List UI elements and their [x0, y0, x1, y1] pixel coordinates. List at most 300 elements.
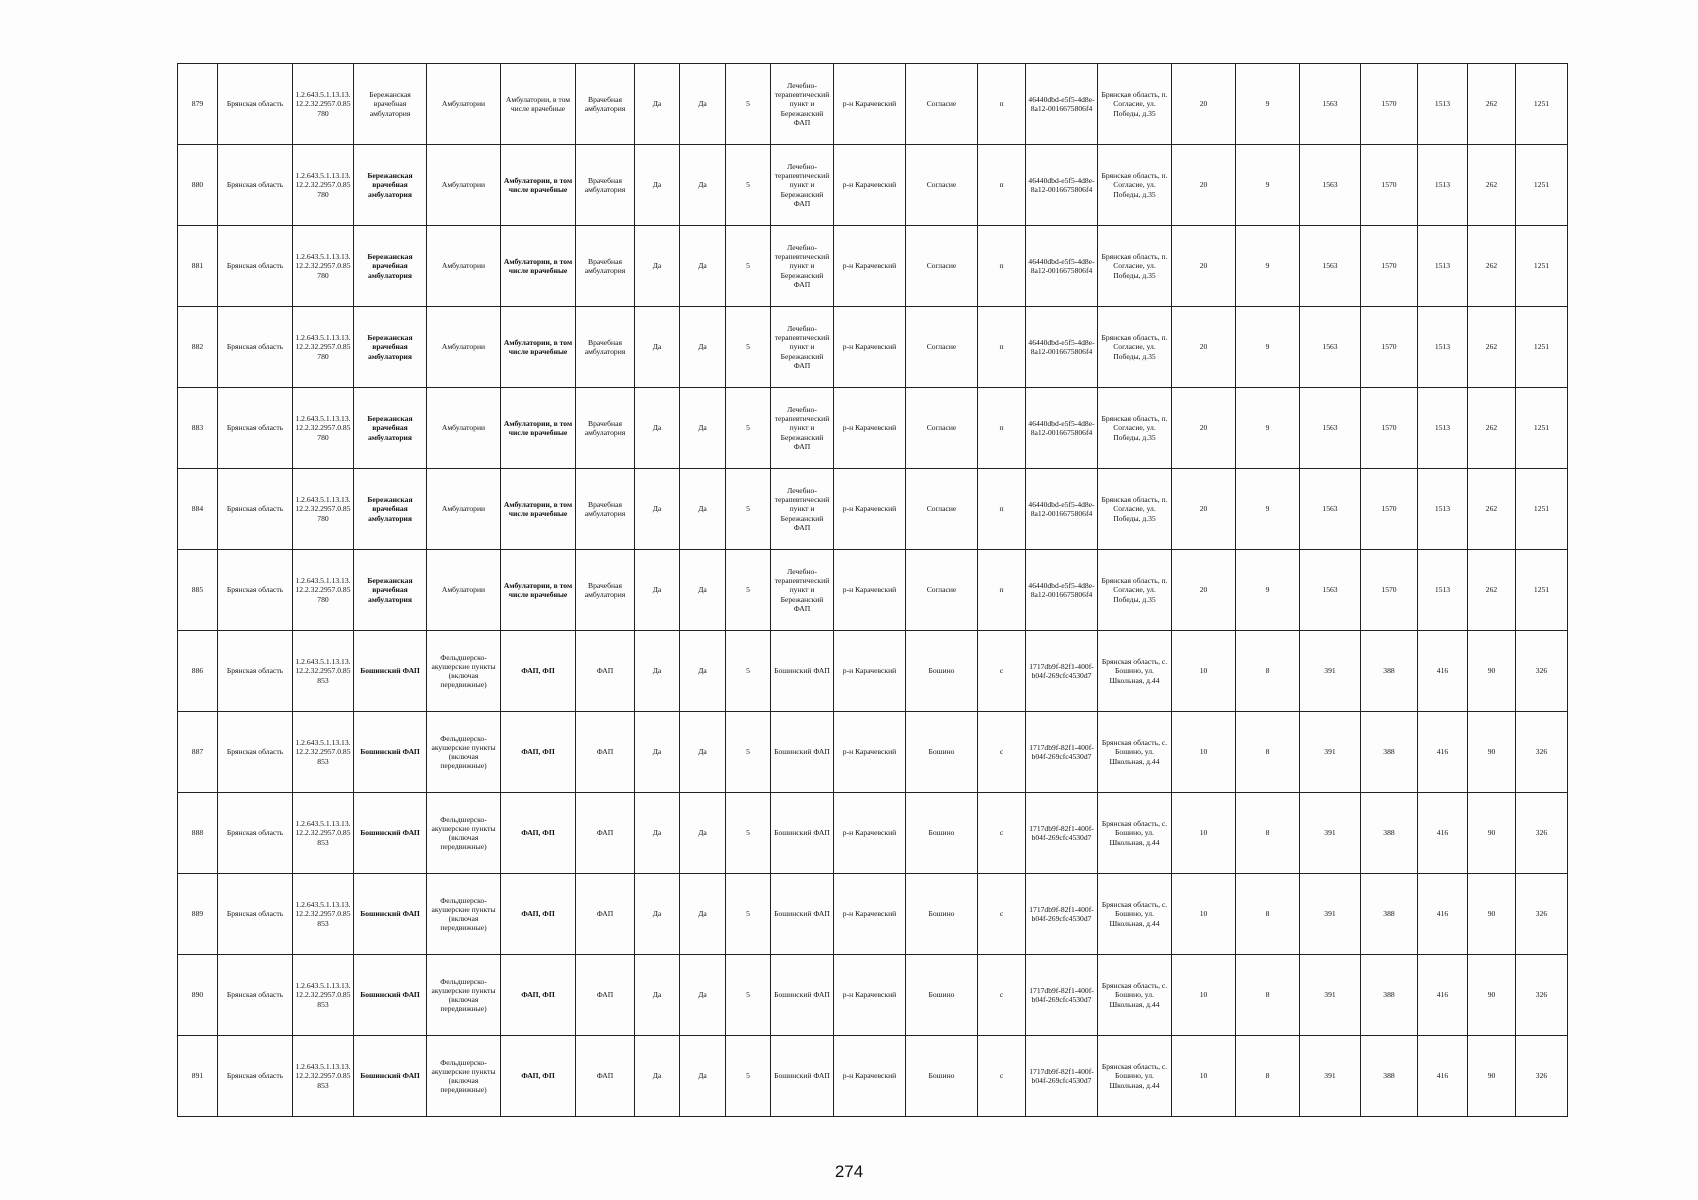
- cell-value-7: 326: [1516, 955, 1568, 1036]
- cell-settlement-type: п: [978, 64, 1026, 145]
- cell-district: р-н Карачевский: [834, 307, 906, 388]
- cell-region: Брянская область: [218, 307, 293, 388]
- table-row: [178, 388, 1568, 469]
- cell-facility-subtype: ФАП, ФП: [501, 793, 576, 874]
- cell-region: Брянская область: [218, 631, 293, 712]
- cell-row-number: 884: [178, 469, 218, 550]
- cell-value-7: 1251: [1516, 388, 1568, 469]
- cell-flag-1: Да: [635, 1036, 680, 1117]
- cell-flag-2: Да: [680, 874, 726, 955]
- cell-value-2: 9: [1236, 550, 1300, 631]
- cell-division: Лечебно-терапевтический пункт и Бережанский ФАП: [771, 64, 834, 145]
- cell-row-number: 886: [178, 631, 218, 712]
- cell-row-number: 890: [178, 955, 218, 1036]
- cell-division: Лечебно-терапевтический пункт и Бережанский ФАП: [771, 469, 834, 550]
- cell-value-7: 326: [1516, 712, 1568, 793]
- cell-value-1: 10: [1172, 874, 1236, 955]
- cell-region: Брянская область: [218, 145, 293, 226]
- cell-address: Брянская область, с. Бошино, ул. Школьная, д.44: [1098, 712, 1172, 793]
- cell-address: Брянская область, с. Бошино, ул. Школьная, д.44: [1098, 631, 1172, 712]
- cell-district: р-н Карачевский: [834, 1036, 906, 1117]
- cell-value-7: 326: [1516, 874, 1568, 955]
- cell-region: Брянская область: [218, 874, 293, 955]
- cell-settlement: Бошино: [906, 955, 978, 1036]
- cell-organization-name: Бережанская врачебная амбулатория: [354, 388, 427, 469]
- cell-fias-guid: 46440dbd-e5f5-4d8e-8a12-0016675806f4: [1026, 469, 1098, 550]
- cell-value-6: 262: [1468, 226, 1516, 307]
- cell-value-2: 8: [1236, 955, 1300, 1036]
- cell-oid: 1.2.643.5.1.13.13.12.2.32.2957.0.85853: [293, 1036, 354, 1117]
- cell-row-number: 882: [178, 307, 218, 388]
- cell-value-4: 1570: [1361, 145, 1418, 226]
- table-row: [178, 226, 1568, 307]
- cell-settlement-type: с: [978, 712, 1026, 793]
- cell-value-3: 1563: [1300, 145, 1361, 226]
- cell-division: Бошинский ФАП: [771, 955, 834, 1036]
- cell-value-6: 90: [1468, 631, 1516, 712]
- cell-flag-2: Да: [680, 388, 726, 469]
- cell-district: р-н Карачевский: [834, 631, 906, 712]
- cell-facility-subtype: Амбулатории, в том числе врачебные: [501, 145, 576, 226]
- cell-oid: 1.2.643.5.1.13.13.12.2.32.2957.0.85780: [293, 388, 354, 469]
- cell-settlement: Согласие: [906, 550, 978, 631]
- cell-value-6: 90: [1468, 955, 1516, 1036]
- cell-value-2: 8: [1236, 631, 1300, 712]
- cell-settlement: Согласие: [906, 64, 978, 145]
- cell-facility-kind: ФАП: [576, 955, 635, 1036]
- cell-facility-subtype: Амбулатории, в том числе врачебные: [501, 226, 576, 307]
- cell-organization-name: Бошинский ФАП: [354, 1036, 427, 1117]
- cell-division: Лечебно-терапевтический пункт и Бережанский ФАП: [771, 145, 834, 226]
- cell-flag-1: Да: [635, 145, 680, 226]
- cell-oid: 1.2.643.5.1.13.13.12.2.32.2957.0.85780: [293, 469, 354, 550]
- cell-division: Лечебно-терапевтический пункт и Бережанский ФАП: [771, 550, 834, 631]
- cell-value-2: 8: [1236, 874, 1300, 955]
- table-row: [178, 550, 1568, 631]
- cell-settlement-type: п: [978, 307, 1026, 388]
- cell-level: 5: [726, 388, 771, 469]
- cell-value-5: 1513: [1418, 226, 1468, 307]
- cell-settlement-type: п: [978, 145, 1026, 226]
- cell-value-1: 10: [1172, 712, 1236, 793]
- cell-value-3: 1563: [1300, 469, 1361, 550]
- cell-settlement-type: с: [978, 1036, 1026, 1117]
- cell-row-number: 885: [178, 550, 218, 631]
- cell-organization-name: Бережанская врачебная амбулатория: [354, 226, 427, 307]
- cell-facility-type: Амбулатории: [427, 226, 501, 307]
- cell-district: р-н Карачевский: [834, 793, 906, 874]
- cell-flag-2: Да: [680, 712, 726, 793]
- cell-value-5: 1513: [1418, 145, 1468, 226]
- cell-value-2: 9: [1236, 145, 1300, 226]
- cell-value-1: 10: [1172, 1036, 1236, 1117]
- cell-value-3: 1563: [1300, 307, 1361, 388]
- cell-level: 5: [726, 64, 771, 145]
- cell-value-1: 10: [1172, 793, 1236, 874]
- cell-flag-1: Да: [635, 793, 680, 874]
- cell-value-4: 388: [1361, 793, 1418, 874]
- cell-address: Брянская область, п. Согласие, ул. Победы, д.35: [1098, 388, 1172, 469]
- cell-district: р-н Карачевский: [834, 712, 906, 793]
- cell-oid: 1.2.643.5.1.13.13.12.2.32.2957.0.85780: [293, 307, 354, 388]
- cell-facility-subtype: Амбулатории, в том числе врачебные: [501, 64, 576, 145]
- cell-region: Брянская область: [218, 793, 293, 874]
- cell-facility-type: Амбулатории: [427, 469, 501, 550]
- cell-flag-2: Да: [680, 145, 726, 226]
- cell-value-7: 1251: [1516, 469, 1568, 550]
- cell-address: Брянская область, с. Бошино, ул. Школьная, д.44: [1098, 793, 1172, 874]
- cell-value-2: 9: [1236, 469, 1300, 550]
- cell-facility-type: Фельдшерско-акушерские пункты (включая передвижные): [427, 631, 501, 712]
- cell-fias-guid: 1717db9f-82f1-400f-b04f-269cfc4530d7: [1026, 955, 1098, 1036]
- cell-value-5: 416: [1418, 1036, 1468, 1117]
- cell-settlement: Согласие: [906, 307, 978, 388]
- cell-facility-type: Амбулатории: [427, 64, 501, 145]
- cell-value-3: 391: [1300, 793, 1361, 874]
- cell-settlement: Бошино: [906, 793, 978, 874]
- cell-flag-1: Да: [635, 226, 680, 307]
- cell-value-7: 326: [1516, 793, 1568, 874]
- table-row: [178, 145, 1568, 226]
- cell-settlement-type: п: [978, 388, 1026, 469]
- cell-flag-2: Да: [680, 64, 726, 145]
- cell-oid: 1.2.643.5.1.13.13.12.2.32.2957.0.85780: [293, 64, 354, 145]
- cell-facility-subtype: ФАП, ФП: [501, 874, 576, 955]
- cell-flag-1: Да: [635, 307, 680, 388]
- cell-level: 5: [726, 712, 771, 793]
- cell-fias-guid: 46440dbd-e5f5-4d8e-8a12-0016675806f4: [1026, 64, 1098, 145]
- cell-settlement-type: с: [978, 955, 1026, 1036]
- cell-value-3: 391: [1300, 955, 1361, 1036]
- cell-facility-subtype: ФАП, ФП: [501, 955, 576, 1036]
- cell-flag-2: Да: [680, 226, 726, 307]
- cell-value-4: 388: [1361, 1036, 1418, 1117]
- cell-address: Брянская область, п. Согласие, ул. Победы, д.35: [1098, 550, 1172, 631]
- cell-value-5: 416: [1418, 712, 1468, 793]
- cell-region: Брянская область: [218, 955, 293, 1036]
- cell-value-5: 1513: [1418, 64, 1468, 145]
- cell-fias-guid: 46440dbd-e5f5-4d8e-8a12-0016675806f4: [1026, 307, 1098, 388]
- cell-flag-2: Да: [680, 955, 726, 1036]
- cell-address: Брянская область, п. Согласие, ул. Победы, д.35: [1098, 307, 1172, 388]
- cell-organization-name: Бошинский ФАП: [354, 712, 427, 793]
- cell-value-6: 262: [1468, 469, 1516, 550]
- cell-row-number: 881: [178, 226, 218, 307]
- cell-value-1: 10: [1172, 955, 1236, 1036]
- cell-value-3: 1563: [1300, 64, 1361, 145]
- cell-row-number: 887: [178, 712, 218, 793]
- cell-value-3: 391: [1300, 631, 1361, 712]
- cell-value-6: 262: [1468, 145, 1516, 226]
- cell-region: Брянская область: [218, 550, 293, 631]
- cell-flag-2: Да: [680, 793, 726, 874]
- cell-value-5: 1513: [1418, 550, 1468, 631]
- cell-value-6: 262: [1468, 307, 1516, 388]
- cell-district: р-н Карачевский: [834, 145, 906, 226]
- cell-flag-1: Да: [635, 712, 680, 793]
- cell-settlement: Согласие: [906, 469, 978, 550]
- cell-address: Брянская область, п. Согласие, ул. Победы, д.35: [1098, 226, 1172, 307]
- cell-value-2: 9: [1236, 64, 1300, 145]
- cell-organization-name: Бережанская врачебная амбулатория: [354, 307, 427, 388]
- table-row: [178, 64, 1568, 145]
- cell-value-1: 20: [1172, 145, 1236, 226]
- cell-row-number: 880: [178, 145, 218, 226]
- cell-organization-name: Бережанская врачебная амбулатория: [354, 64, 427, 145]
- cell-value-6: 262: [1468, 388, 1516, 469]
- cell-settlement-type: п: [978, 226, 1026, 307]
- cell-division: Бошинский ФАП: [771, 793, 834, 874]
- cell-value-6: 90: [1468, 1036, 1516, 1117]
- cell-value-6: 262: [1468, 550, 1516, 631]
- cell-value-7: 1251: [1516, 307, 1568, 388]
- cell-district: р-н Карачевский: [834, 226, 906, 307]
- cell-facility-kind: Врачебная амбулатория: [576, 307, 635, 388]
- cell-value-2: 9: [1236, 226, 1300, 307]
- cell-oid: 1.2.643.5.1.13.13.12.2.32.2957.0.85780: [293, 550, 354, 631]
- cell-fias-guid: 46440dbd-e5f5-4d8e-8a12-0016675806f4: [1026, 388, 1098, 469]
- cell-district: р-н Карачевский: [834, 955, 906, 1036]
- cell-value-3: 1563: [1300, 226, 1361, 307]
- cell-value-2: 9: [1236, 388, 1300, 469]
- cell-row-number: 889: [178, 874, 218, 955]
- cell-value-4: 1570: [1361, 388, 1418, 469]
- cell-facility-kind: Врачебная амбулатория: [576, 64, 635, 145]
- cell-organization-name: Бошинский ФАП: [354, 631, 427, 712]
- cell-value-4: 1570: [1361, 550, 1418, 631]
- cell-address: Брянская область, с. Бошино, ул. Школьная, д.44: [1098, 1036, 1172, 1117]
- cell-flag-1: Да: [635, 550, 680, 631]
- cell-value-7: 1251: [1516, 64, 1568, 145]
- cell-oid: 1.2.643.5.1.13.13.12.2.32.2957.0.85853: [293, 793, 354, 874]
- cell-flag-2: Да: [680, 1036, 726, 1117]
- cell-value-5: 1513: [1418, 469, 1468, 550]
- cell-fias-guid: 46440dbd-e5f5-4d8e-8a12-0016675806f4: [1026, 226, 1098, 307]
- cell-value-5: 416: [1418, 874, 1468, 955]
- cell-value-4: 388: [1361, 712, 1418, 793]
- cell-settlement-type: п: [978, 469, 1026, 550]
- table-row: [178, 631, 1568, 712]
- cell-oid: 1.2.643.5.1.13.13.12.2.32.2957.0.85853: [293, 712, 354, 793]
- cell-division: Бошинский ФАП: [771, 712, 834, 793]
- cell-settlement: Бошино: [906, 631, 978, 712]
- cell-settlement-type: п: [978, 550, 1026, 631]
- cell-value-7: 326: [1516, 631, 1568, 712]
- table-row: [178, 1036, 1568, 1117]
- cell-flag-2: Да: [680, 631, 726, 712]
- cell-value-6: 90: [1468, 793, 1516, 874]
- cell-facility-kind: Врачебная амбулатория: [576, 388, 635, 469]
- cell-fias-guid: 1717db9f-82f1-400f-b04f-269cfc4530d7: [1026, 631, 1098, 712]
- cell-value-5: 1513: [1418, 307, 1468, 388]
- cell-facility-type: Амбулатории: [427, 550, 501, 631]
- cell-address: Брянская область, п. Согласие, ул. Победы, д.35: [1098, 64, 1172, 145]
- cell-level: 5: [726, 145, 771, 226]
- cell-facility-subtype: Амбулатории, в том числе врачебные: [501, 469, 576, 550]
- cell-facility-subtype: Амбулатории, в том числе врачебные: [501, 550, 576, 631]
- cell-flag-1: Да: [635, 469, 680, 550]
- cell-settlement: Бошино: [906, 1036, 978, 1117]
- cell-flag-1: Да: [635, 388, 680, 469]
- cell-value-5: 416: [1418, 955, 1468, 1036]
- cell-flag-1: Да: [635, 631, 680, 712]
- cell-value-3: 391: [1300, 874, 1361, 955]
- cell-facility-kind: Врачебная амбулатория: [576, 550, 635, 631]
- cell-address: Брянская область, с. Бошино, ул. Школьная, д.44: [1098, 874, 1172, 955]
- cell-level: 5: [726, 469, 771, 550]
- cell-value-5: 1513: [1418, 388, 1468, 469]
- cell-facility-kind: ФАП: [576, 793, 635, 874]
- cell-value-2: 8: [1236, 1036, 1300, 1117]
- facility-registry-table: [177, 63, 1568, 1117]
- cell-address: Брянская область, с. Бошино, ул. Школьная, д.44: [1098, 955, 1172, 1036]
- cell-facility-kind: Врачебная амбулатория: [576, 469, 635, 550]
- cell-facility-kind: ФАП: [576, 874, 635, 955]
- cell-region: Брянская область: [218, 226, 293, 307]
- cell-value-3: 391: [1300, 1036, 1361, 1117]
- cell-level: 5: [726, 631, 771, 712]
- page-number: 274: [834, 1162, 864, 1181]
- cell-oid: 1.2.643.5.1.13.13.12.2.32.2957.0.85853: [293, 631, 354, 712]
- cell-flag-2: Да: [680, 469, 726, 550]
- cell-oid: 1.2.643.5.1.13.13.12.2.32.2957.0.85853: [293, 874, 354, 955]
- cell-region: Брянская область: [218, 388, 293, 469]
- cell-facility-subtype: Амбулатории, в том числе врачебные: [501, 307, 576, 388]
- cell-settlement: Согласие: [906, 145, 978, 226]
- cell-row-number: 883: [178, 388, 218, 469]
- cell-level: 5: [726, 550, 771, 631]
- cell-flag-1: Да: [635, 874, 680, 955]
- cell-flag-2: Да: [680, 550, 726, 631]
- cell-division: Лечебно-терапевтический пункт и Бережанский ФАП: [771, 388, 834, 469]
- cell-fias-guid: 1717db9f-82f1-400f-b04f-269cfc4530d7: [1026, 1036, 1098, 1117]
- cell-facility-type: Фельдшерско-акушерские пункты (включая передвижные): [427, 712, 501, 793]
- cell-value-7: 326: [1516, 1036, 1568, 1117]
- cell-oid: 1.2.643.5.1.13.13.12.2.32.2957.0.85780: [293, 145, 354, 226]
- cell-organization-name: Бошинский ФАП: [354, 874, 427, 955]
- cell-value-2: 8: [1236, 712, 1300, 793]
- cell-value-3: 1563: [1300, 550, 1361, 631]
- cell-oid: 1.2.643.5.1.13.13.12.2.32.2957.0.85853: [293, 955, 354, 1036]
- cell-level: 5: [726, 955, 771, 1036]
- cell-value-4: 1570: [1361, 307, 1418, 388]
- cell-facility-kind: Врачебная амбулатория: [576, 145, 635, 226]
- table-row: [178, 307, 1568, 388]
- cell-value-3: 1563: [1300, 388, 1361, 469]
- cell-value-2: 9: [1236, 307, 1300, 388]
- cell-facility-kind: ФАП: [576, 631, 635, 712]
- cell-value-4: 388: [1361, 874, 1418, 955]
- cell-fias-guid: 1717db9f-82f1-400f-b04f-269cfc4530d7: [1026, 793, 1098, 874]
- cell-value-5: 416: [1418, 631, 1468, 712]
- cell-settlement-type: с: [978, 874, 1026, 955]
- cell-value-3: 391: [1300, 712, 1361, 793]
- cell-value-5: 416: [1418, 793, 1468, 874]
- table-row: [178, 469, 1568, 550]
- cell-value-4: 1570: [1361, 226, 1418, 307]
- cell-facility-type: Фельдшерско-акушерские пункты (включая передвижные): [427, 955, 501, 1036]
- cell-division: Лечебно-терапевтический пункт и Бережанский ФАП: [771, 226, 834, 307]
- cell-region: Брянская область: [218, 469, 293, 550]
- cell-settlement: Согласие: [906, 388, 978, 469]
- cell-value-1: 20: [1172, 226, 1236, 307]
- cell-settlement: Бошино: [906, 874, 978, 955]
- table-row: [178, 793, 1568, 874]
- cell-region: Брянская область: [218, 1036, 293, 1117]
- cell-value-1: 20: [1172, 550, 1236, 631]
- cell-value-1: 20: [1172, 307, 1236, 388]
- cell-fias-guid: 46440dbd-e5f5-4d8e-8a12-0016675806f4: [1026, 550, 1098, 631]
- cell-value-7: 1251: [1516, 550, 1568, 631]
- cell-facility-subtype: Амбулатории, в том числе врачебные: [501, 388, 576, 469]
- cell-fias-guid: 1717db9f-82f1-400f-b04f-269cfc4530d7: [1026, 874, 1098, 955]
- cell-settlement: Согласие: [906, 226, 978, 307]
- cell-value-7: 1251: [1516, 226, 1568, 307]
- cell-value-7: 1251: [1516, 145, 1568, 226]
- cell-organization-name: Бошинский ФАП: [354, 955, 427, 1036]
- cell-level: 5: [726, 793, 771, 874]
- cell-fias-guid: 46440dbd-e5f5-4d8e-8a12-0016675806f4: [1026, 145, 1098, 226]
- cell-flag-1: Да: [635, 955, 680, 1036]
- cell-organization-name: Бережанская врачебная амбулатория: [354, 145, 427, 226]
- cell-facility-subtype: ФАП, ФП: [501, 712, 576, 793]
- cell-row-number: 888: [178, 793, 218, 874]
- cell-facility-type: Амбулатории: [427, 388, 501, 469]
- cell-value-1: 20: [1172, 64, 1236, 145]
- cell-level: 5: [726, 874, 771, 955]
- cell-level: 5: [726, 226, 771, 307]
- cell-facility-subtype: ФАП, ФП: [501, 631, 576, 712]
- cell-row-number: 879: [178, 64, 218, 145]
- cell-division: Бошинский ФАП: [771, 631, 834, 712]
- cell-address: Брянская область, п. Согласие, ул. Победы, д.35: [1098, 145, 1172, 226]
- table-row: [178, 955, 1568, 1036]
- cell-value-1: 10: [1172, 631, 1236, 712]
- cell-address: Брянская область, п. Согласие, ул. Победы, д.35: [1098, 469, 1172, 550]
- cell-district: р-н Карачевский: [834, 469, 906, 550]
- cell-value-2: 8: [1236, 793, 1300, 874]
- cell-division: Бошинский ФАП: [771, 874, 834, 955]
- cell-organization-name: Бережанская врачебная амбулатория: [354, 469, 427, 550]
- cell-settlement-type: с: [978, 793, 1026, 874]
- cell-value-6: 90: [1468, 874, 1516, 955]
- cell-level: 5: [726, 307, 771, 388]
- cell-organization-name: Бережанская врачебная амбулатория: [354, 550, 427, 631]
- cell-value-6: 262: [1468, 64, 1516, 145]
- cell-value-4: 388: [1361, 631, 1418, 712]
- cell-region: Брянская область: [218, 712, 293, 793]
- cell-settlement: Бошино: [906, 712, 978, 793]
- table-body: [178, 64, 1568, 1117]
- cell-facility-subtype: ФАП, ФП: [501, 1036, 576, 1117]
- cell-district: р-н Карачевский: [834, 388, 906, 469]
- cell-district: р-н Карачевский: [834, 550, 906, 631]
- cell-row-number: 891: [178, 1036, 218, 1117]
- cell-value-1: 20: [1172, 469, 1236, 550]
- cell-facility-type: Фельдшерско-акушерские пункты (включая передвижные): [427, 1036, 501, 1117]
- cell-district: р-н Карачевский: [834, 64, 906, 145]
- table-row: [178, 712, 1568, 793]
- cell-oid: 1.2.643.5.1.13.13.12.2.32.2957.0.85780: [293, 226, 354, 307]
- cell-flag-1: Да: [635, 64, 680, 145]
- cell-value-4: 1570: [1361, 469, 1418, 550]
- cell-organization-name: Бошинский ФАП: [354, 793, 427, 874]
- cell-facility-kind: ФАП: [576, 1036, 635, 1117]
- cell-value-6: 90: [1468, 712, 1516, 793]
- cell-facility-type: Фельдшерско-акушерские пункты (включая передвижные): [427, 874, 501, 955]
- cell-division: Бошинский ФАП: [771, 1036, 834, 1117]
- cell-facility-type: Фельдшерско-акушерские пункты (включая передвижные): [427, 793, 501, 874]
